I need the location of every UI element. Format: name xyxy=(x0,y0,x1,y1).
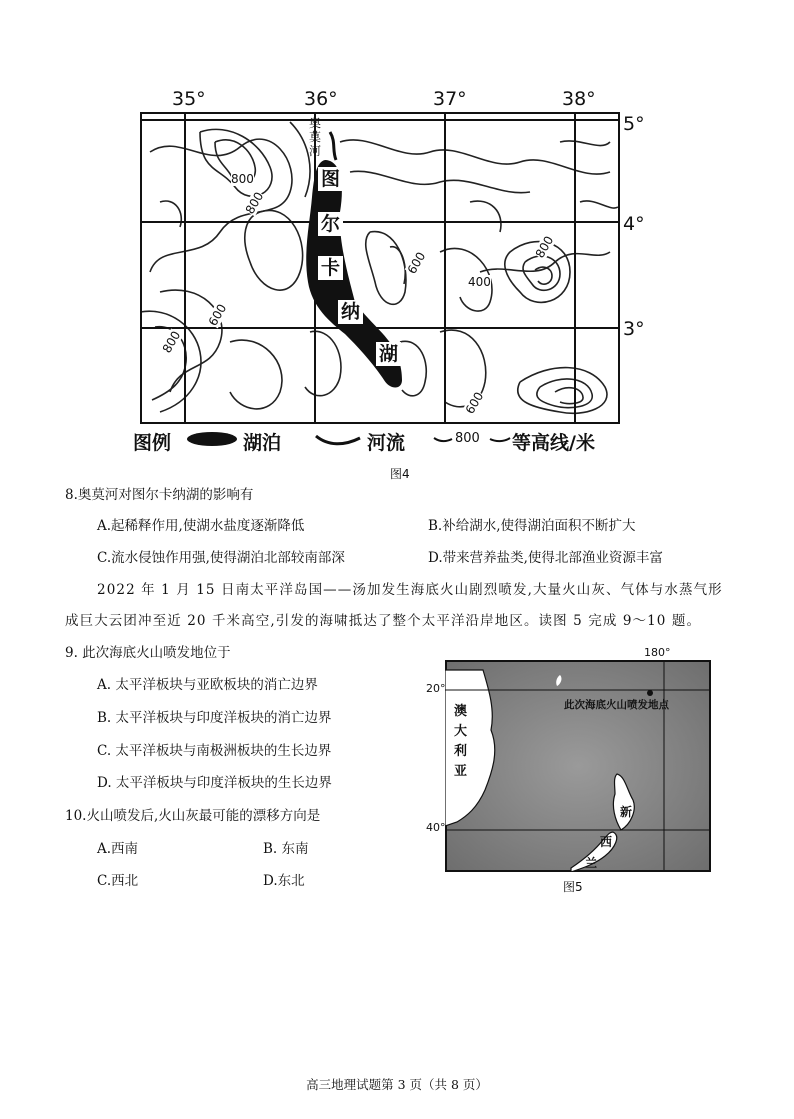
lake-char-3: 卡 xyxy=(318,256,343,280)
legend-title: 图例 xyxy=(133,432,172,454)
lake-char-5: 湖 xyxy=(376,342,401,366)
contour-label: 600 xyxy=(205,301,230,329)
question-9-option-a: A. 太平洋板块与亚欧板块的消亡边界 xyxy=(97,677,318,693)
australia-label-3: 利 xyxy=(454,744,468,759)
question-9-option-c: C. 太平洋板块与南极洲板块的生长边界 xyxy=(97,743,332,759)
page-footer: 高三地理试题第 3 页（共 8 页） xyxy=(306,1077,488,1092)
nz-label-2: 西 xyxy=(600,835,613,849)
lon-180-label: 180° xyxy=(644,646,671,659)
passage-line-2: 成巨大云团冲至近 20 千米高空,引发的海啸抵达了整个太平洋沿岸地区。读图 5 完成 9～10 题。 xyxy=(65,613,702,629)
question-8-stem: 8.奥莫河对图尔卡纳湖的影响有 xyxy=(65,487,254,503)
lake-char-2: 尔 xyxy=(318,212,343,236)
nz-label-1: 新 xyxy=(620,805,633,819)
question-10-option-b: B. 东南 xyxy=(263,841,309,857)
pacific-map xyxy=(445,660,711,872)
question-10-option-a: A.西南 xyxy=(97,841,139,857)
river-name-label: 奥莫河 xyxy=(309,116,322,158)
nz-label-3: 兰 xyxy=(585,856,598,870)
contour-label: 800 xyxy=(532,233,557,261)
lon-label-35: 35° xyxy=(172,88,206,110)
australia-label-4: 亚 xyxy=(454,764,468,779)
legend-contour-label: 等高线/米 xyxy=(512,432,595,454)
question-10-option-d: D.东北 xyxy=(263,873,305,889)
contour-label: 800 xyxy=(231,172,254,186)
contour-label: 600 xyxy=(404,249,429,277)
legend-river-label: 河流 xyxy=(367,432,406,454)
contour-label: 800 xyxy=(242,189,267,217)
figure-5-caption: 图5 xyxy=(563,880,583,894)
australia-label-2: 大 xyxy=(454,724,468,739)
lat-20-label: 20° xyxy=(426,682,446,695)
question-9-option-d: D. 太平洋板块与印度洋板块的生长边界 xyxy=(97,775,332,791)
question-8-option-d: D.带来营养盐类,使得北部渔业资源丰富 xyxy=(428,550,663,566)
lake-char-1: 图 xyxy=(318,167,343,191)
passage-line-1: 2022 年 1 月 15 日南太平洋岛国——汤加发生海底火山剧烈喷发,大量火山灰、气体与水蒸气形 xyxy=(97,582,723,598)
question-8-option-b: B.补给湖水,使得湖泊面积不断扩大 xyxy=(428,518,636,534)
contour-label: 800 xyxy=(159,328,184,356)
legend-contour-value: 800 xyxy=(455,431,480,446)
river-legend-icon xyxy=(314,432,362,446)
figure-5 xyxy=(420,645,720,905)
lat-label-4: 4° xyxy=(623,213,645,235)
lat-label-5: 5° xyxy=(623,113,645,135)
lat-40-label: 40° xyxy=(426,821,446,834)
volcano-point xyxy=(647,690,653,696)
contour-label: 400 xyxy=(468,275,491,289)
figure-4-caption: 图4 xyxy=(390,467,410,481)
lake-char-4: 纳 xyxy=(338,300,363,324)
question-10-stem: 10.火山喷发后,火山灰最可能的漂移方向是 xyxy=(65,808,321,824)
question-9-stem: 9. 此次海底火山喷发地位于 xyxy=(65,645,231,661)
contour-label: 600 xyxy=(462,389,487,417)
question-9-option-b: B. 太平洋板块与印度洋板块的消亡边界 xyxy=(97,710,332,726)
figure-4 xyxy=(0,0,794,481)
question-8-option-c: C.流水侵蚀作用强,使得湖泊北部较南部深 xyxy=(97,550,345,566)
lat-label-3: 3° xyxy=(623,318,645,340)
question-8-option-a: A.起稀释作用,使湖水盐度逐渐降低 xyxy=(97,518,305,534)
lon-label-37: 37° xyxy=(433,88,467,110)
topographic-map xyxy=(140,112,620,424)
volcano-label: 此次海底火山喷发地点 xyxy=(564,699,669,711)
lon-label-36: 36° xyxy=(304,88,338,110)
legend-lake-label: 湖泊 xyxy=(243,432,282,454)
lon-label-38: 38° xyxy=(562,88,596,110)
lake-legend-icon xyxy=(186,430,238,448)
omo-river xyxy=(330,132,336,160)
question-10-option-c: C.西北 xyxy=(97,873,139,889)
australia-label-1: 澳 xyxy=(454,704,468,719)
